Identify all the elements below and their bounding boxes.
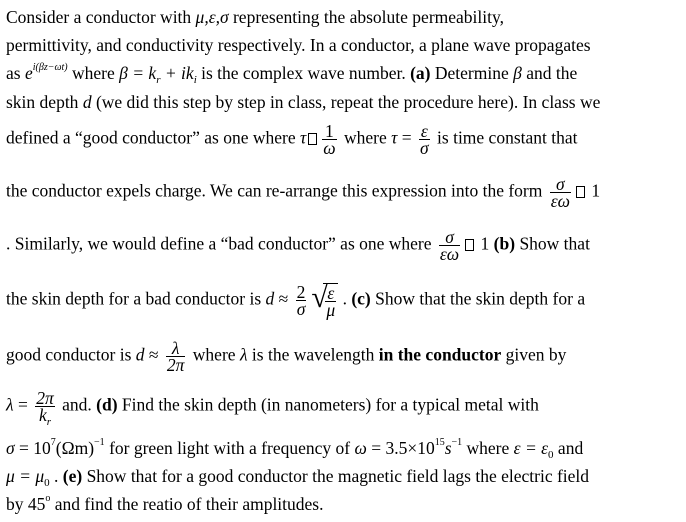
lambda-symbol: λ [239, 344, 248, 365]
line-11 [6, 437, 583, 459]
subscript-r: r [156, 74, 161, 86]
emphasis: in the conductor [378, 344, 502, 365]
denominator: σ [420, 138, 429, 158]
text: . [49, 466, 63, 486]
denominator: 2π [166, 355, 185, 375]
subscript-i: i [193, 74, 197, 86]
numerator: 1 [322, 123, 336, 140]
text: and the [521, 63, 578, 83]
denominator: ω [323, 138, 336, 158]
numerator: 2π [36, 388, 54, 408]
denominator: μ [326, 300, 336, 320]
s-symbol: s [444, 438, 452, 458]
text: and. [57, 394, 97, 415]
line-9 [6, 340, 566, 373]
fraction [35, 388, 55, 428]
symbols-mu-eps-sigma: μ,ε,σ [195, 7, 229, 27]
text: = [397, 127, 417, 148]
omega-symbol: ω [354, 438, 367, 458]
exponent: i(βz−ωt) [32, 62, 68, 73]
text: as [6, 63, 25, 83]
text: where [67, 63, 120, 83]
relation-box [576, 186, 585, 198]
exponential-e: e [24, 63, 33, 83]
text: (we did this step by step in class, repeat the procedure here). In class we [91, 92, 601, 112]
numerator: 2 [296, 282, 306, 302]
d-symbol: d [265, 288, 275, 309]
equation: = μ [14, 466, 45, 486]
fraction [439, 229, 460, 262]
d-symbol: d [135, 344, 145, 365]
radical-sign: √ [311, 281, 328, 314]
text: Find the skin depth (in nanometers) for a typical metal with [117, 394, 539, 415]
text: for green light with a frequency of [104, 438, 355, 458]
fraction [322, 123, 336, 156]
denominator: εω [550, 191, 570, 211]
exponent: 7 [50, 437, 56, 448]
numerator: σ [550, 176, 571, 193]
line-2 [6, 34, 591, 56]
equation: + ik [160, 63, 194, 83]
line-10 [6, 388, 539, 428]
mu-symbol: μ [6, 466, 15, 486]
line-3 [6, 62, 577, 84]
line-13 [6, 493, 324, 515]
beta-symbol: β [513, 63, 522, 83]
tau-symbol: τ [391, 127, 398, 148]
relation-box [465, 239, 474, 251]
numerator: λ [166, 340, 186, 357]
text: the conductor expels charge. We can re-arrange this expression into the form [6, 180, 547, 201]
text: Show that for a good conductor the magnetic field lags the electric field [82, 466, 590, 486]
equation: = k [127, 63, 157, 83]
text: good conductor is [6, 344, 136, 365]
beta-symbol: β [119, 63, 128, 83]
line-1 [6, 6, 504, 28]
text: 1 [587, 180, 601, 201]
exponent: −1 [94, 437, 105, 448]
text: = [13, 394, 33, 415]
k-symbol: k [38, 405, 47, 425]
line-12 [6, 465, 589, 487]
text: representing the absolute permeability, [228, 7, 504, 27]
epsilon-symbol: ε [513, 438, 521, 458]
subscript-0: 0 [548, 449, 554, 461]
text: is time constant that [432, 127, 578, 148]
text: Show that the skin depth for a [370, 288, 586, 309]
part-b-label: (b) [493, 233, 516, 254]
fraction [296, 284, 307, 317]
text: ≈ [144, 344, 163, 365]
exponent: 15 [434, 437, 445, 448]
text: permittivity, and conductivity respectively. In a conductor, a plane wave propagates [6, 35, 591, 55]
text: Determine [430, 63, 514, 83]
fraction [419, 123, 430, 156]
text: = 10 [14, 438, 51, 458]
denominator [35, 405, 55, 428]
lambda-symbol: λ [6, 394, 14, 415]
text: = 3.5×10 [366, 438, 435, 458]
tau-symbol: τ [299, 127, 307, 148]
text: and [553, 438, 584, 458]
text: is the wavelength [247, 344, 379, 365]
text: where [188, 344, 240, 365]
subscript-0: 0 [44, 477, 50, 489]
subscript-r: r [46, 416, 52, 428]
text: given by [501, 344, 567, 365]
text: where [462, 438, 514, 458]
text: defined a “good conductor” as one where [6, 127, 300, 148]
fraction [166, 340, 186, 373]
text: ≈ [274, 288, 293, 309]
part-c-label: (c) [351, 288, 371, 309]
numerator: σ [439, 229, 460, 246]
text: . [338, 288, 352, 309]
text: Consider a conductor with [6, 7, 196, 27]
part-e-label: (e) [62, 466, 83, 486]
text: skin depth [6, 92, 83, 112]
denominator: σ [296, 299, 306, 319]
sigma-symbol: σ [6, 438, 15, 458]
relation-box [308, 133, 317, 145]
equation: = ε [520, 438, 549, 458]
text: where [339, 127, 392, 148]
line-4 [6, 91, 600, 113]
text: by 45 [6, 494, 46, 514]
text: and find the reatio of their amplitudes. [50, 494, 324, 514]
numerator: ε [420, 121, 428, 141]
text: (Ωm) [55, 438, 95, 458]
d-symbol: d [82, 92, 92, 112]
part-d-label: (d) [96, 394, 118, 415]
fraction [550, 176, 571, 209]
degree-sign: o [45, 493, 51, 504]
line-7 [6, 229, 590, 262]
part-a-label: (a) [410, 63, 431, 83]
line-6 [6, 176, 600, 209]
denominator: εω [439, 244, 460, 264]
text: the skin depth for a bad conductor is [6, 288, 266, 309]
text: Show that [515, 233, 590, 254]
line-5 [6, 123, 578, 156]
exponent: −1 [451, 437, 463, 448]
line-8 [6, 283, 585, 318]
numerator: ε [327, 283, 335, 303]
text: 1 [476, 233, 494, 254]
square-root [311, 283, 338, 318]
text: . Similarly, we would define a “bad conductor” as one where [6, 233, 436, 254]
text: is the complex wave number. [196, 63, 411, 83]
